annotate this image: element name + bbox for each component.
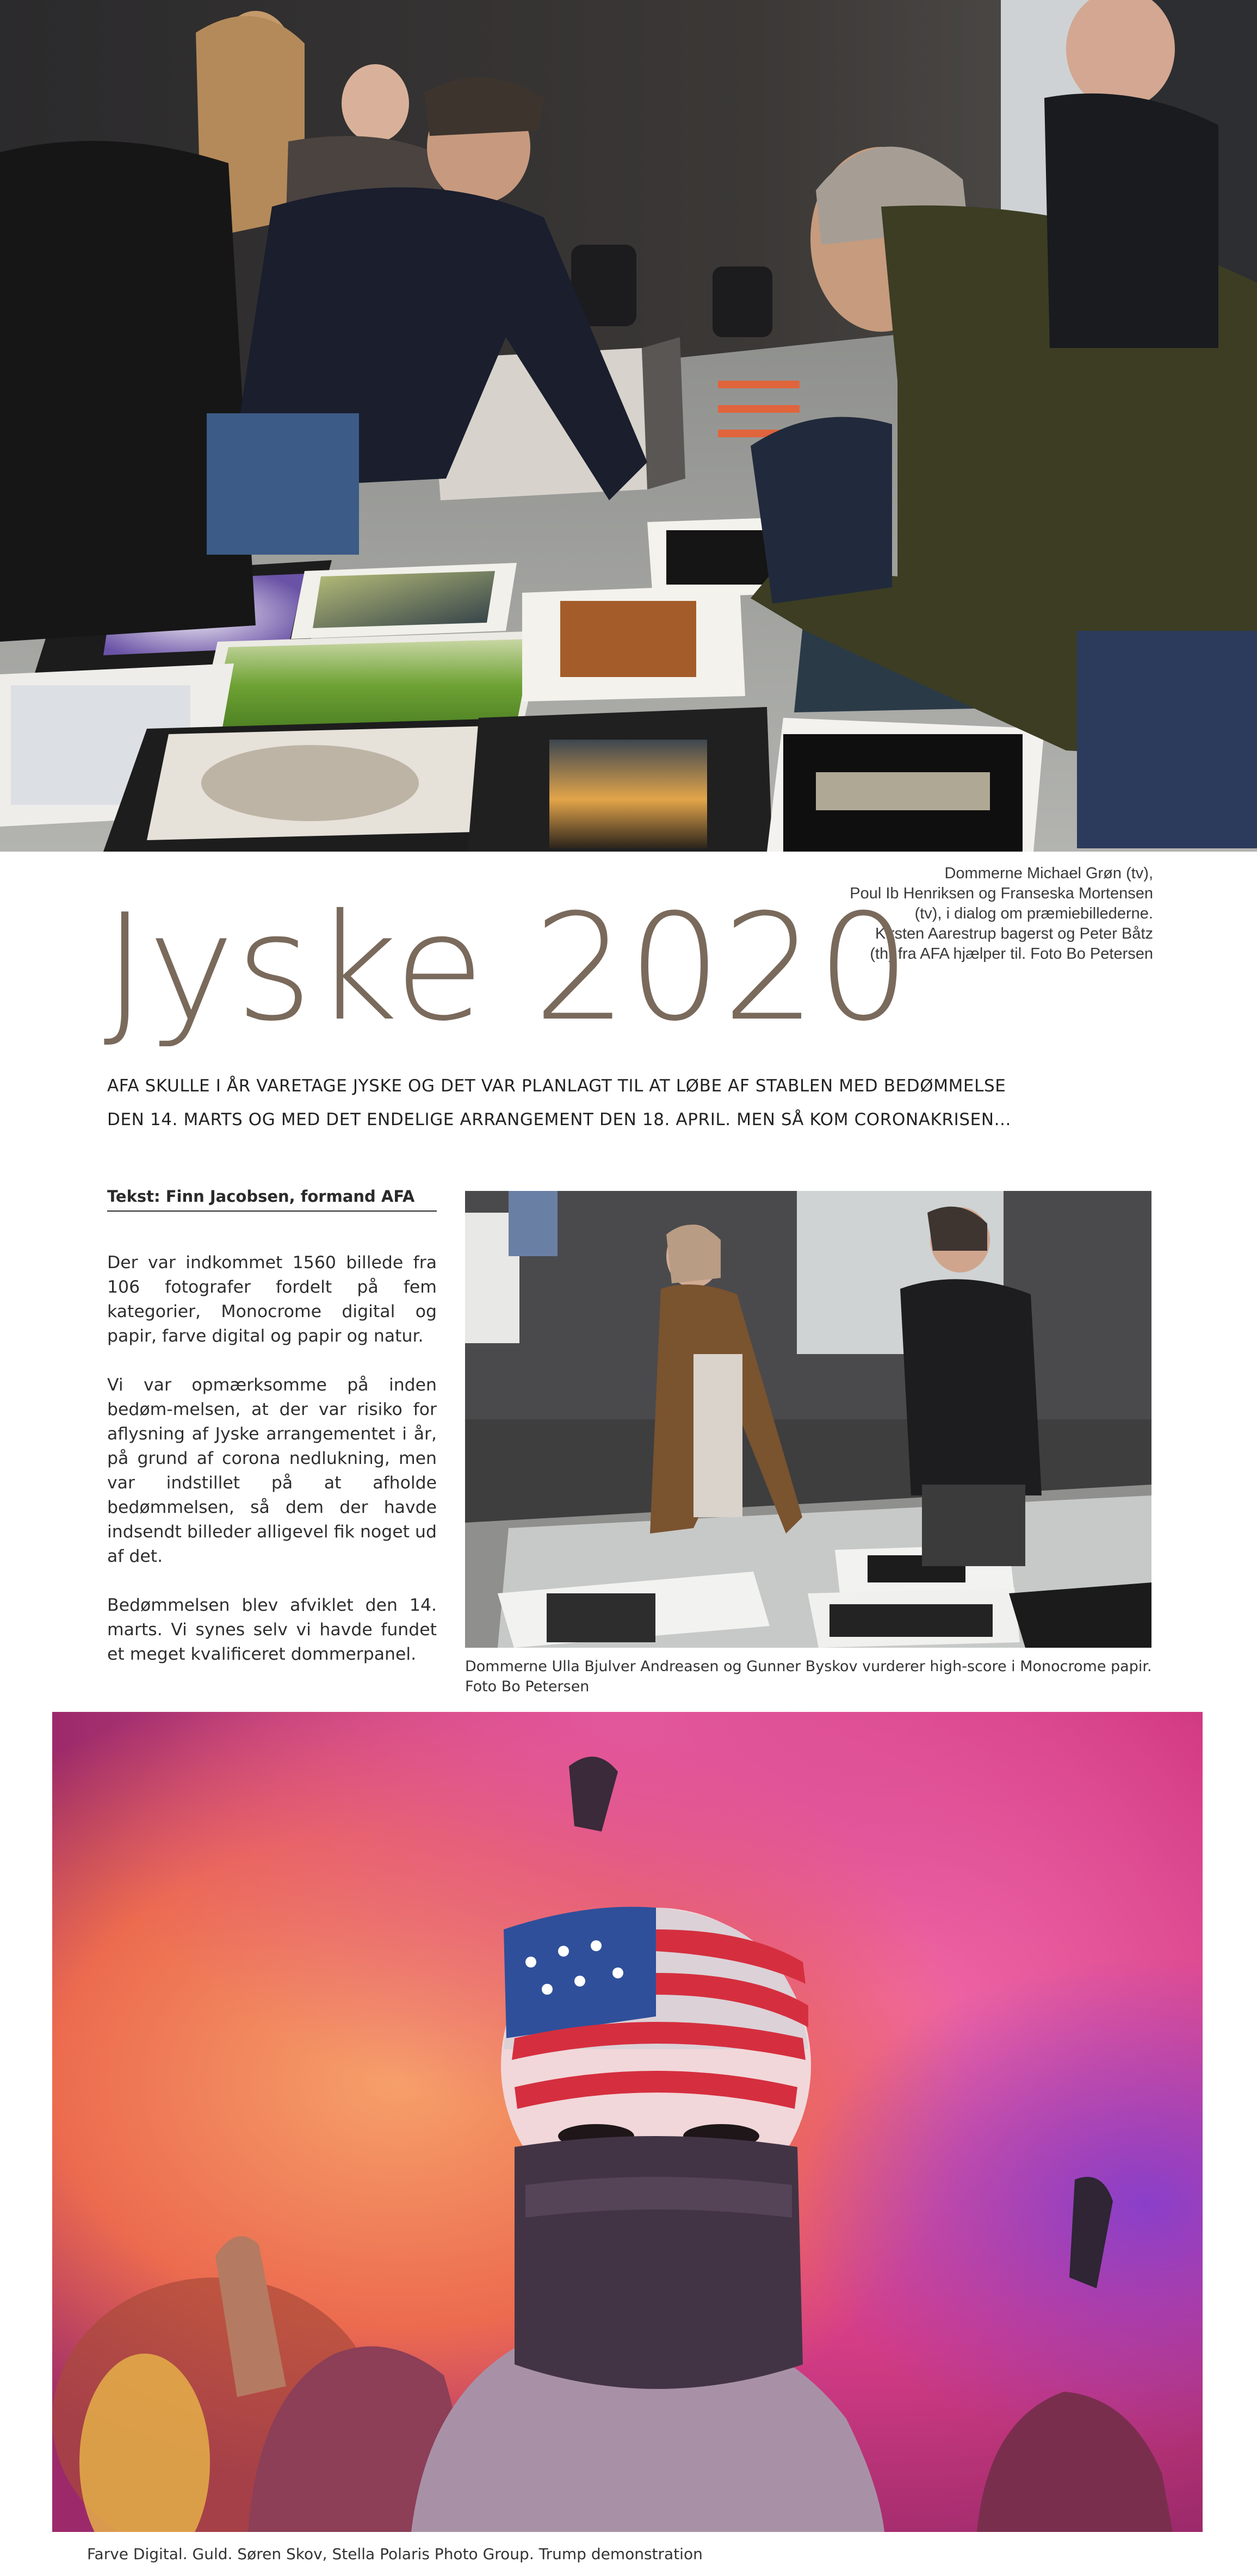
- byline: Tekst: Finn Jacobsen, formand AFA: [107, 1184, 437, 1212]
- color-powder-photo: [52, 1712, 1203, 2532]
- caption-line: Dommerne Michael Grøn (tv),: [944, 865, 1153, 882]
- article-lead: [107, 1069, 1141, 1137]
- caption-line: Foto Bo Petersen: [465, 1678, 590, 1695]
- lead-line: DEN 14. MARTS OG MED DET ENDELIGE ARRANGEMENT DEN 18. APRIL. MEN SÅ KOM CORONAKRISEN...: [107, 1110, 1011, 1129]
- article-title: Jyske 2020: [103, 882, 912, 1053]
- caption-line: Dommerne Ulla Bjulver Andreasen og Gunner Byskov vurderer high-score i Monocrome papir.: [465, 1658, 1152, 1675]
- article-body: [107, 1251, 437, 1691]
- body-paragraph: Der var indkommet 1560 billede fra 106 fotografer fordelt på fem kategorier, Monocrome digital og papir, farve digital og papir og natur.: [107, 1253, 437, 1346]
- body-paragraph: Vi var opmærksomme på inden bedøm-melsen, at der var risiko for aflysning af Jyske arrangementet i år, på grund af corona nedlukning, men var indstillet på at afholde bedømmelsen, så dem der havde indsendt billeder alligevel fik noget ud af det.: [107, 1375, 437, 1566]
- caption-line: Kirsten Aarestrup bagerst og Peter Båtz: [875, 925, 1153, 942]
- judges-photo-caption: [465, 1656, 1172, 1697]
- lead-line: AFA SKULLE I ÅR VARETAGE JYSKE OG DET VAR PLANLAGT TIL AT LØBE AF STABLEN MED BEDØMMELSE: [107, 1076, 1006, 1096]
- judges-reviewing-image: [465, 1191, 1151, 1648]
- hero-photo: [0, 0, 1257, 852]
- color-photo-caption: Farve Digital. Guld. Søren Skov, Stella Polaris Photo Group. Trump demonstration: [87, 2545, 703, 2563]
- judges-at-table-image: [0, 0, 1257, 852]
- caption-line: (th) fra AFA hjælper til. Foto Bo Petersen: [870, 945, 1153, 963]
- body-paragraph: Bedømmelsen blev afviklet den 14. marts. Vi synes selv vi havde fundet et meget kvalificeret dommerpanel.: [107, 1596, 437, 1664]
- caption-line: (tv), i dialog om præmiebillederne.: [914, 905, 1153, 922]
- caption-line: Poul Ib Henriksen og Franseska Mortensen: [850, 885, 1153, 902]
- trump-demonstration-image: [52, 1712, 1203, 2532]
- judges-photo: [465, 1191, 1151, 1648]
